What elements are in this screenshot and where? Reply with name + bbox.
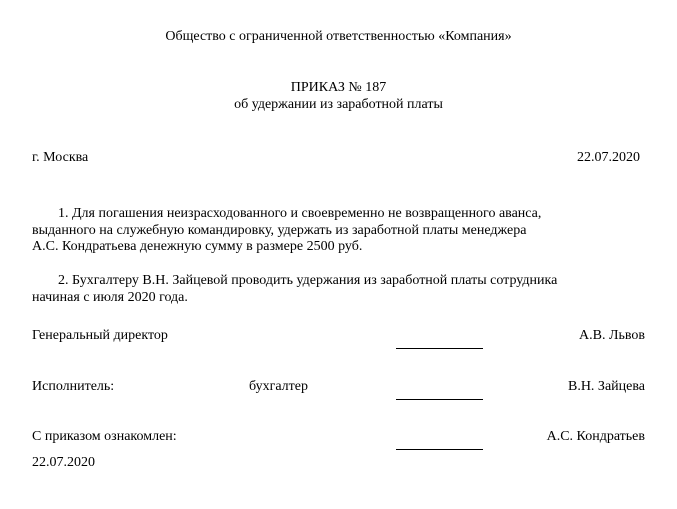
paragraph-2-line-1: 2. Бухгалтеру В.Н. Зайцевой проводить удержания из заработной платы сотрудника: [58, 273, 558, 288]
paragraph-1: [32, 206, 541, 256]
acknowledged-role: С приказом ознакомлен:: [32, 429, 177, 444]
paragraph-1-line-3: А.С. Кондратьева денежную сумму в размере 2500 руб.: [32, 239, 363, 254]
acknowledged-signature-line: [396, 449, 483, 450]
order-subtitle: об удержании из заработной платы: [234, 97, 443, 112]
executor-role: Исполнитель:: [32, 379, 115, 394]
executor-name: В.Н. Зайцева: [567, 379, 645, 394]
director-name: А.В. Львов: [579, 328, 645, 343]
paragraph-2: [32, 273, 557, 306]
order-place: г. Москва: [32, 150, 89, 165]
paragraph-1-line-2: выданного на служебную командировку, удержать из заработной платы менеджера: [32, 222, 527, 238]
paragraph-1-line-1: 1. Для погашения неизрасходованного и своевременно не возвращенного аванса,: [58, 206, 542, 221]
paragraph-2-line-2: начиная с июля 2020 года.: [32, 289, 188, 305]
director-signature-line: [396, 348, 483, 349]
acknowledged-date: 22.07.2020: [32, 455, 95, 470]
acknowledged-name: А.С. Кондратьев: [546, 429, 645, 444]
director-role: Генеральный директор: [32, 328, 168, 343]
executor-position: бухгалтер: [249, 379, 308, 394]
organization-name: Общество с ограниченной ответственностью «Компания»: [165, 29, 512, 44]
executor-signature-line: [396, 399, 483, 400]
order-title: ПРИКАЗ № 187: [290, 80, 387, 95]
order-date: 22.07.2020: [577, 150, 640, 165]
